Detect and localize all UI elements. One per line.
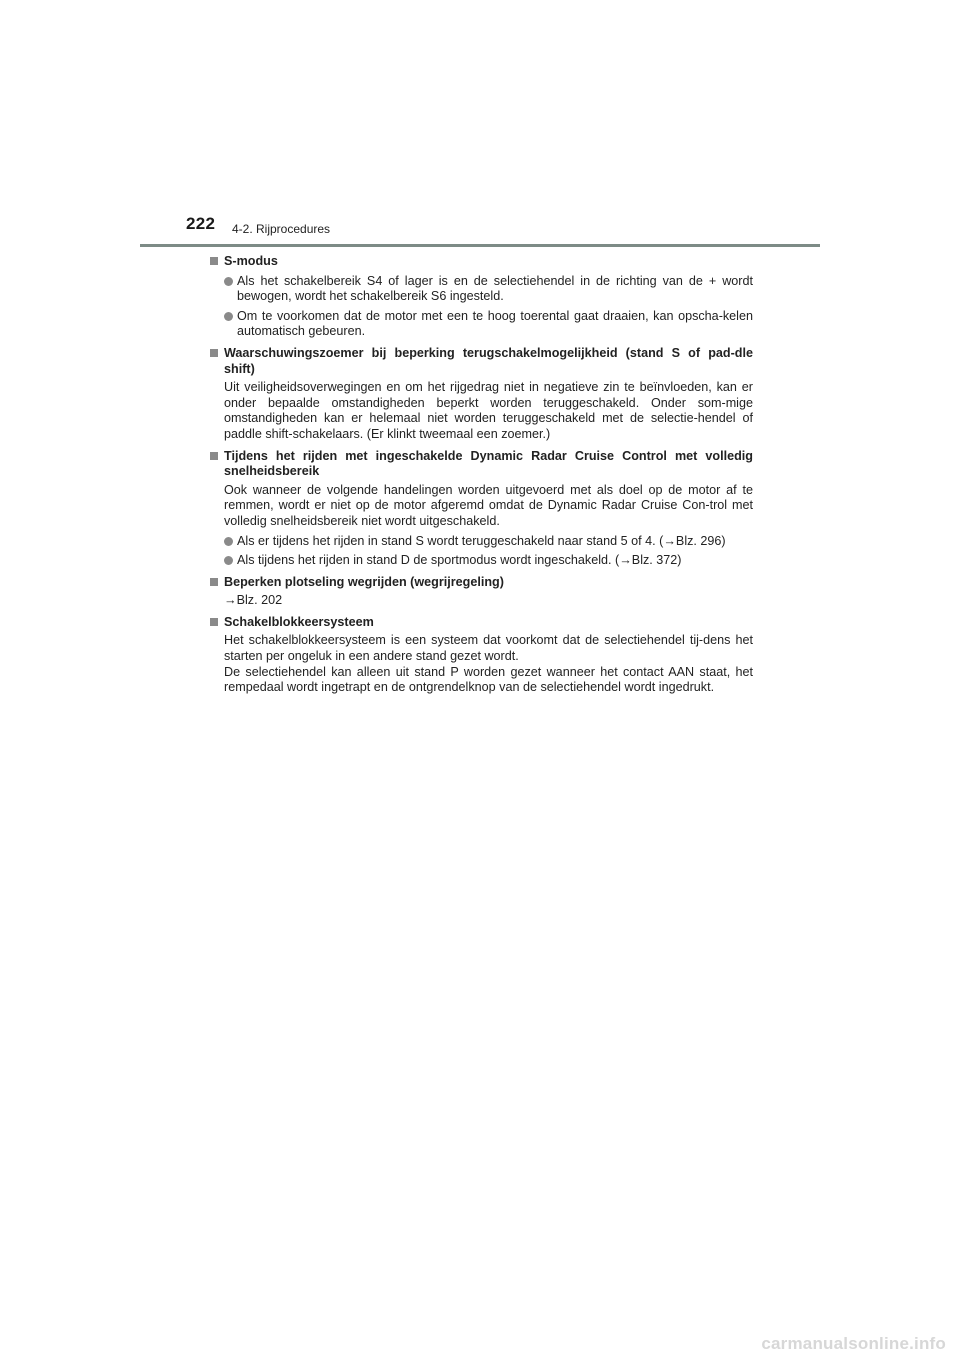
section-heading bbox=[210, 575, 753, 591]
section-heading bbox=[210, 615, 753, 631]
section-warning-buzzer bbox=[210, 346, 753, 443]
list-item-text: Als er tijdens het rijden in stand S wordt teruggeschakeld naar stand 5 of 4. (→Blz. 296) bbox=[237, 533, 726, 548]
section-paragraph: Het schakelblokkeersysteem is een systeem dat voorkomt dat de selectiehendel tij-dens het starten per ongeluk in een andere stand gezet wordt. bbox=[224, 633, 753, 664]
page-reference: →Blz. 202 bbox=[224, 593, 283, 608]
list-item-text: Als het schakelbereik S4 of lager is en de selectiehendel in de richting van de + wordt bewogen, wordt het schakelbereik S6 ingesteld. bbox=[237, 273, 753, 304]
section-heading-text: Beperken plotseling wegrijden (wegrijregeling) bbox=[224, 574, 504, 589]
section-radar-cruise bbox=[210, 449, 753, 569]
section-drive-start-control bbox=[210, 575, 753, 609]
page-number: 222 bbox=[186, 214, 216, 233]
section-shift-lock bbox=[210, 615, 753, 696]
list-item bbox=[210, 274, 753, 305]
section-heading-text: Waarschuwingszoemer bij beperking terugschakelmogelijkheid (stand S of pad-dle shift) bbox=[224, 345, 753, 376]
circle-bullet-icon bbox=[224, 277, 233, 286]
square-bullet-icon bbox=[210, 618, 218, 626]
square-bullet-icon bbox=[210, 349, 218, 357]
circle-bullet-icon bbox=[224, 537, 233, 546]
square-bullet-icon bbox=[210, 257, 218, 265]
list-item bbox=[210, 534, 753, 550]
section-heading bbox=[210, 346, 753, 377]
list-item-text: Om te voorkomen dat de motor met een te hoog toerental gaat draaien, kan opscha-kelen automatisch gebeuren. bbox=[237, 308, 753, 339]
section-paragraph: Ook wanneer de volgende handelingen worden uitgevoerd met als doel op de motor af te remmen, wordt er niet op de motor afgeremd omdat de Dynamic Radar Cruise Con-trol met volledig snelheidsbereik niet wordt uitgeschakeld. bbox=[224, 482, 753, 528]
circle-bullet-icon bbox=[224, 556, 233, 565]
list-item-text: Als tijdens het rijden in stand D de sportmodus wordt ingeschakeld. (→Blz. 372) bbox=[237, 553, 682, 568]
page-content bbox=[210, 254, 753, 702]
section-heading-text: S-modus bbox=[224, 254, 278, 268]
square-bullet-icon bbox=[210, 578, 218, 586]
header-rule bbox=[140, 244, 820, 247]
section-heading-text: Schakelblokkeersysteem bbox=[224, 614, 374, 629]
section-paragraph: De selectiehendel kan alleen uit stand P worden gezet wanneer het contact AAN staat, het rempedaal wordt ingetrapt en de ontgrendelknop van de selectiehendel wordt ingedrukt. bbox=[224, 664, 753, 695]
square-bullet-icon bbox=[210, 452, 218, 460]
section-heading bbox=[210, 449, 753, 480]
list-item bbox=[210, 309, 753, 340]
section-label: 4-2. Rijprocedures bbox=[232, 222, 331, 236]
circle-bullet-icon bbox=[224, 312, 233, 321]
section-heading-text: Tijdens het rijden met ingeschakelde Dynamic Radar Cruise Control met volledig snelheidsbereik bbox=[224, 448, 753, 479]
section-heading bbox=[210, 254, 753, 270]
footer-watermark: carmanualsonline.info bbox=[761, 1334, 946, 1353]
section-s-modus bbox=[210, 254, 753, 340]
list-item bbox=[210, 553, 753, 569]
section-paragraph: Uit veiligheidsoverwegingen en om het rijgedrag niet in negatieve zin te beïnvloeden, kan er onder bepaalde omstandigheden beperkt worden teruggeschakeld. Onder som-mige omstandigheden kan er helemaal niet worden teruggeschakeld met de selectie-hendel of paddle shift-schakelaars. (Er klinkt tweemaal een zoemer.) bbox=[224, 380, 753, 441]
